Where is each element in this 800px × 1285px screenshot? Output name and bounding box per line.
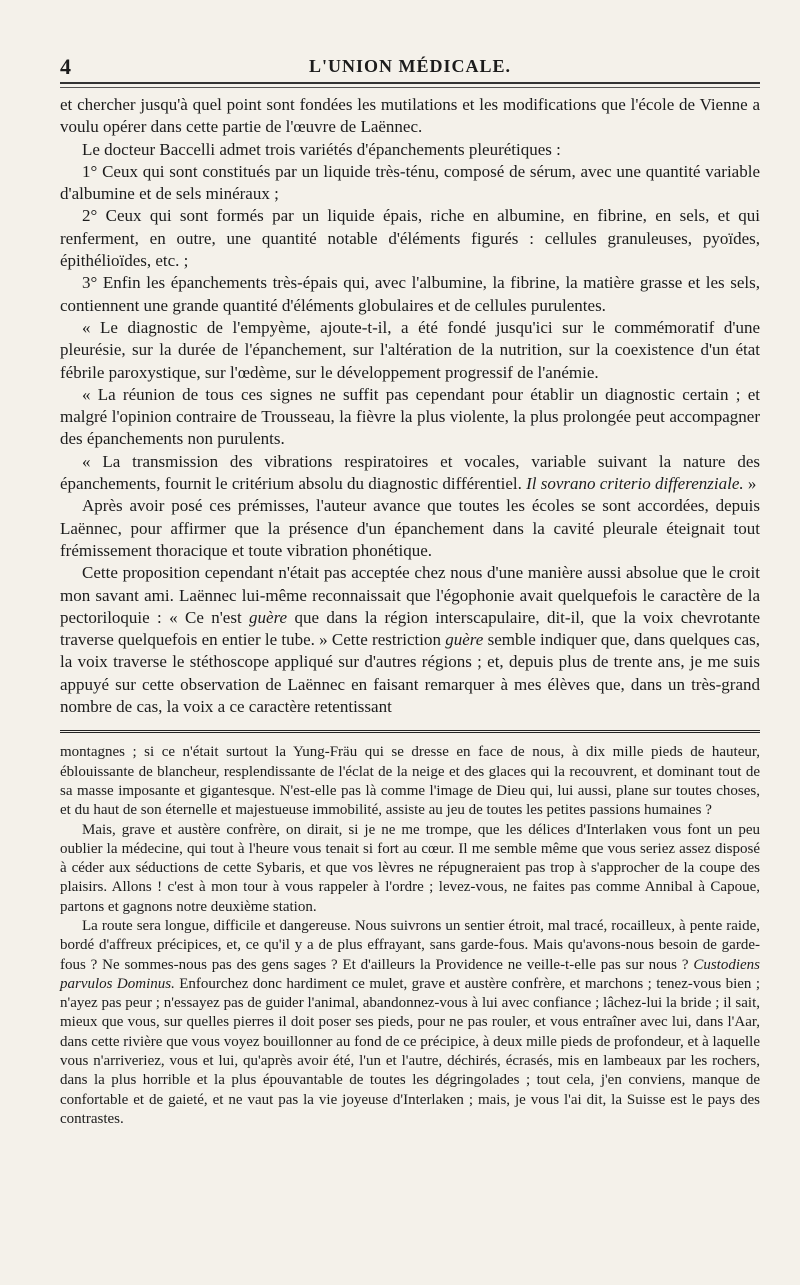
paragraph-5: 3° Enfin les épanchements très-épais qui, avec l'albumine, la fibrine, la matière grasse et les sels, contiennent une grande quantité d'éléments globulaires et de cellules purulentes. <box>60 273 760 315</box>
paragraph-8-close: » <box>743 474 757 494</box>
paragraph-10-part-b: que dans la région interscapulaire, dit-il, que la voix chevrotante traverse quelquefois en entier le tube. » Cette restriction <box>60 607 761 650</box>
running-head: L'UNION MÉDICALE. <box>308 56 512 76</box>
page-header <box>60 50 760 84</box>
paragraph-9: Après avoir posé ces prémisses, l'auteur avance que toutes les écoles se sont accordées, depuis Laënnec, pour affirmer que la présence d'un épanchement dans la cavité pleurale éteignait tout frémissement thoracique et toute vibration phonétique. <box>60 496 760 560</box>
paragraph-8-text: « La transmission des vibrations respiratoires et vocales, variable suivant la nature des épanchements, fournit le critérium absolu du diagnostic différentiel. <box>60 451 760 494</box>
footnote-paragraph-1: montagnes ; si ce n'était surtout la Yung-Fräu qui se dresse en face de nous, à dix mille pieds de hauteur, éblouissante de blancheur, resplendissante de l'éclat de la neige et des glaces qui la recouvrent, et dominant tout de sa masse imposante et gigantesque. N'est-elle pas là comme l'image de Dieu qui, lui aussi, plane sur toutes choses, et du haut de son éternelle et majestueuse immobilité, assiste au jeu de toutes les petites passions humaines ? <box>60 744 760 819</box>
paragraph-7: « La réunion de tous ces signes ne suffit pas cependant pour établir un diagnostic certain ; et malgré l'opinion contraire de Trousseau, la fièvre la plus violente, la plus prolongée peut accompagner des épanchements non purulents. <box>60 384 760 449</box>
footnote-separator <box>60 730 760 737</box>
paragraph-8 <box>60 451 760 496</box>
footnote-paragraph-3-part-a: La route sera longue, difficile et dangereuse. Nous suivrons un sentier étroit, mal tracé, rocailleux, à pente raide, bordé d'affreux précipices, et, ce qu'il y a de plus effrayant, sans garde-fous. Mais qu'avons-nous besoin de garde-fous ? Ne sommes-nous pas des gens sages ? Et d'ailleurs la Providence ne veille-t-elle pas sur nous ? <box>60 917 760 973</box>
footnote-paragraph-3-italic: Custodiens parvulos Dominus. <box>60 956 760 992</box>
footnote-paragraph-2: Mais, grave et austère confrère, on dirait, si je ne me trompe, que les délices d'Interlaken vous font un peu oublier la médecine, qui tout à l'heure vous tenait si fort au cœur. Il me semble même que vous seriez assez disposé à céder aux séductions de cette Sybaris, et que vos lèvres ne répugneraient pas trop à s'approcher de la coupe des plaisirs. Allons ! c'est à mon tour à vous rappeler à l'ordre ; levez-vous, ne faites pas comme Annibal à Capoue, partons et gagnons notre deuxième station. <box>60 821 760 915</box>
footnote-paragraph-3 <box>60 917 760 1129</box>
paragraph-1: et chercher jusqu'à quel point sont fondées les mutilations et les modifications que l'école de Vienne a voulu opérer dans cette partie de l'œuvre de Laënnec. <box>60 95 760 137</box>
paragraph-10-part-c: semble indiquer que, dans quelques cas, la voix traverse le stéthoscope appliqué sur d'autres régions ; et, depuis plus de trente ans, je me suis appuyé sur cette observation de Laënnec en faisant remarquer à mes élèves que, dans un très-grand nombre de cas, la voix a ce caractère retentissant <box>60 630 761 717</box>
paragraph-3: 1° Ceux qui sont constitués par un liquide très-ténu, composé de sérum, avec une quantité variable d'albumine et de sels minéraux ; <box>60 161 760 204</box>
paragraph-10 <box>60 562 760 718</box>
footnote <box>60 743 760 1129</box>
header-rule <box>60 87 760 88</box>
page <box>60 50 760 1260</box>
paragraph-2: Le docteur Baccelli admet trois variétés d'épanchements pleurétiques : <box>82 139 561 159</box>
footnote-paragraph-3-part-b: Enfourchez donc hardiment ce mulet, grave et austère confrère, et marchons ; tenez-vous bien ; n'ayez pas peur ; n'essayez pas de guider l'animal, abandonnez-vous à lui avec confiance ; lâchez-lui la bride ; il sait, mieux que vous, sur quelles pierres il doit poser ses pieds, pour ne pas rouler, et vous entraîner avec lui, dans l'Aar, dans cette rivière que vous voyez bouillonner au fond de ce précipice, à deux mille pieds de profondeur, et à laquelle vous n'arriveriez, vous et lui, qu'après avoir été, l'un et l'autre, déchirés, écrasés, mis en lambeaux par les rochers, dans la plus horrible et la plus épouvantable de toutes les dégringolades ; tout cela, j'en conviens, manque de confortable et de gaieté, et ne vaut pas la vie joyeuse d'Interlaken ; mais, je vous l'ai dit, la Suisse est le pays des contrastes. <box>60 975 761 1127</box>
page-number: 4 <box>60 54 71 79</box>
paragraph-4: 2° Ceux qui sont formés par un liquide épais, riche en albumine, en fibrine, en sels, et qui renferment, en outre, une quantité notable d'éléments figurés : cellules granuleuses, pyoïdes, épithélioïdes, etc. ; <box>60 206 760 271</box>
paragraph-10-part-a: Cette proposition cependant n'était pas acceptée chez nous d'une manière aussi absolue que le croit mon savant ami. Laënnec lui-même reconnaissait que l'égophonie avait quelquefois le caractère de la pectoriloquie : « Ce n'est <box>60 563 760 627</box>
main-text <box>60 94 760 718</box>
paragraph-10-italic-2: guère <box>445 630 484 650</box>
paragraph-6: « Le diagnostic de l'empyème, ajoute-t-il, a été fondé jusqu'ici sur le commémoratif d'une pleurésie, sur la durée de l'épanchement, sur l'altération de la nutrition, sur la coexistence d'un état fébrile paroxystique, sur l'œdème, sur le développement progressif de l'anémie. <box>60 317 760 382</box>
paragraph-10-italic-1: guère <box>249 607 288 627</box>
paragraph-8-italic: Il sovrano criterio differenziale. <box>526 474 744 494</box>
